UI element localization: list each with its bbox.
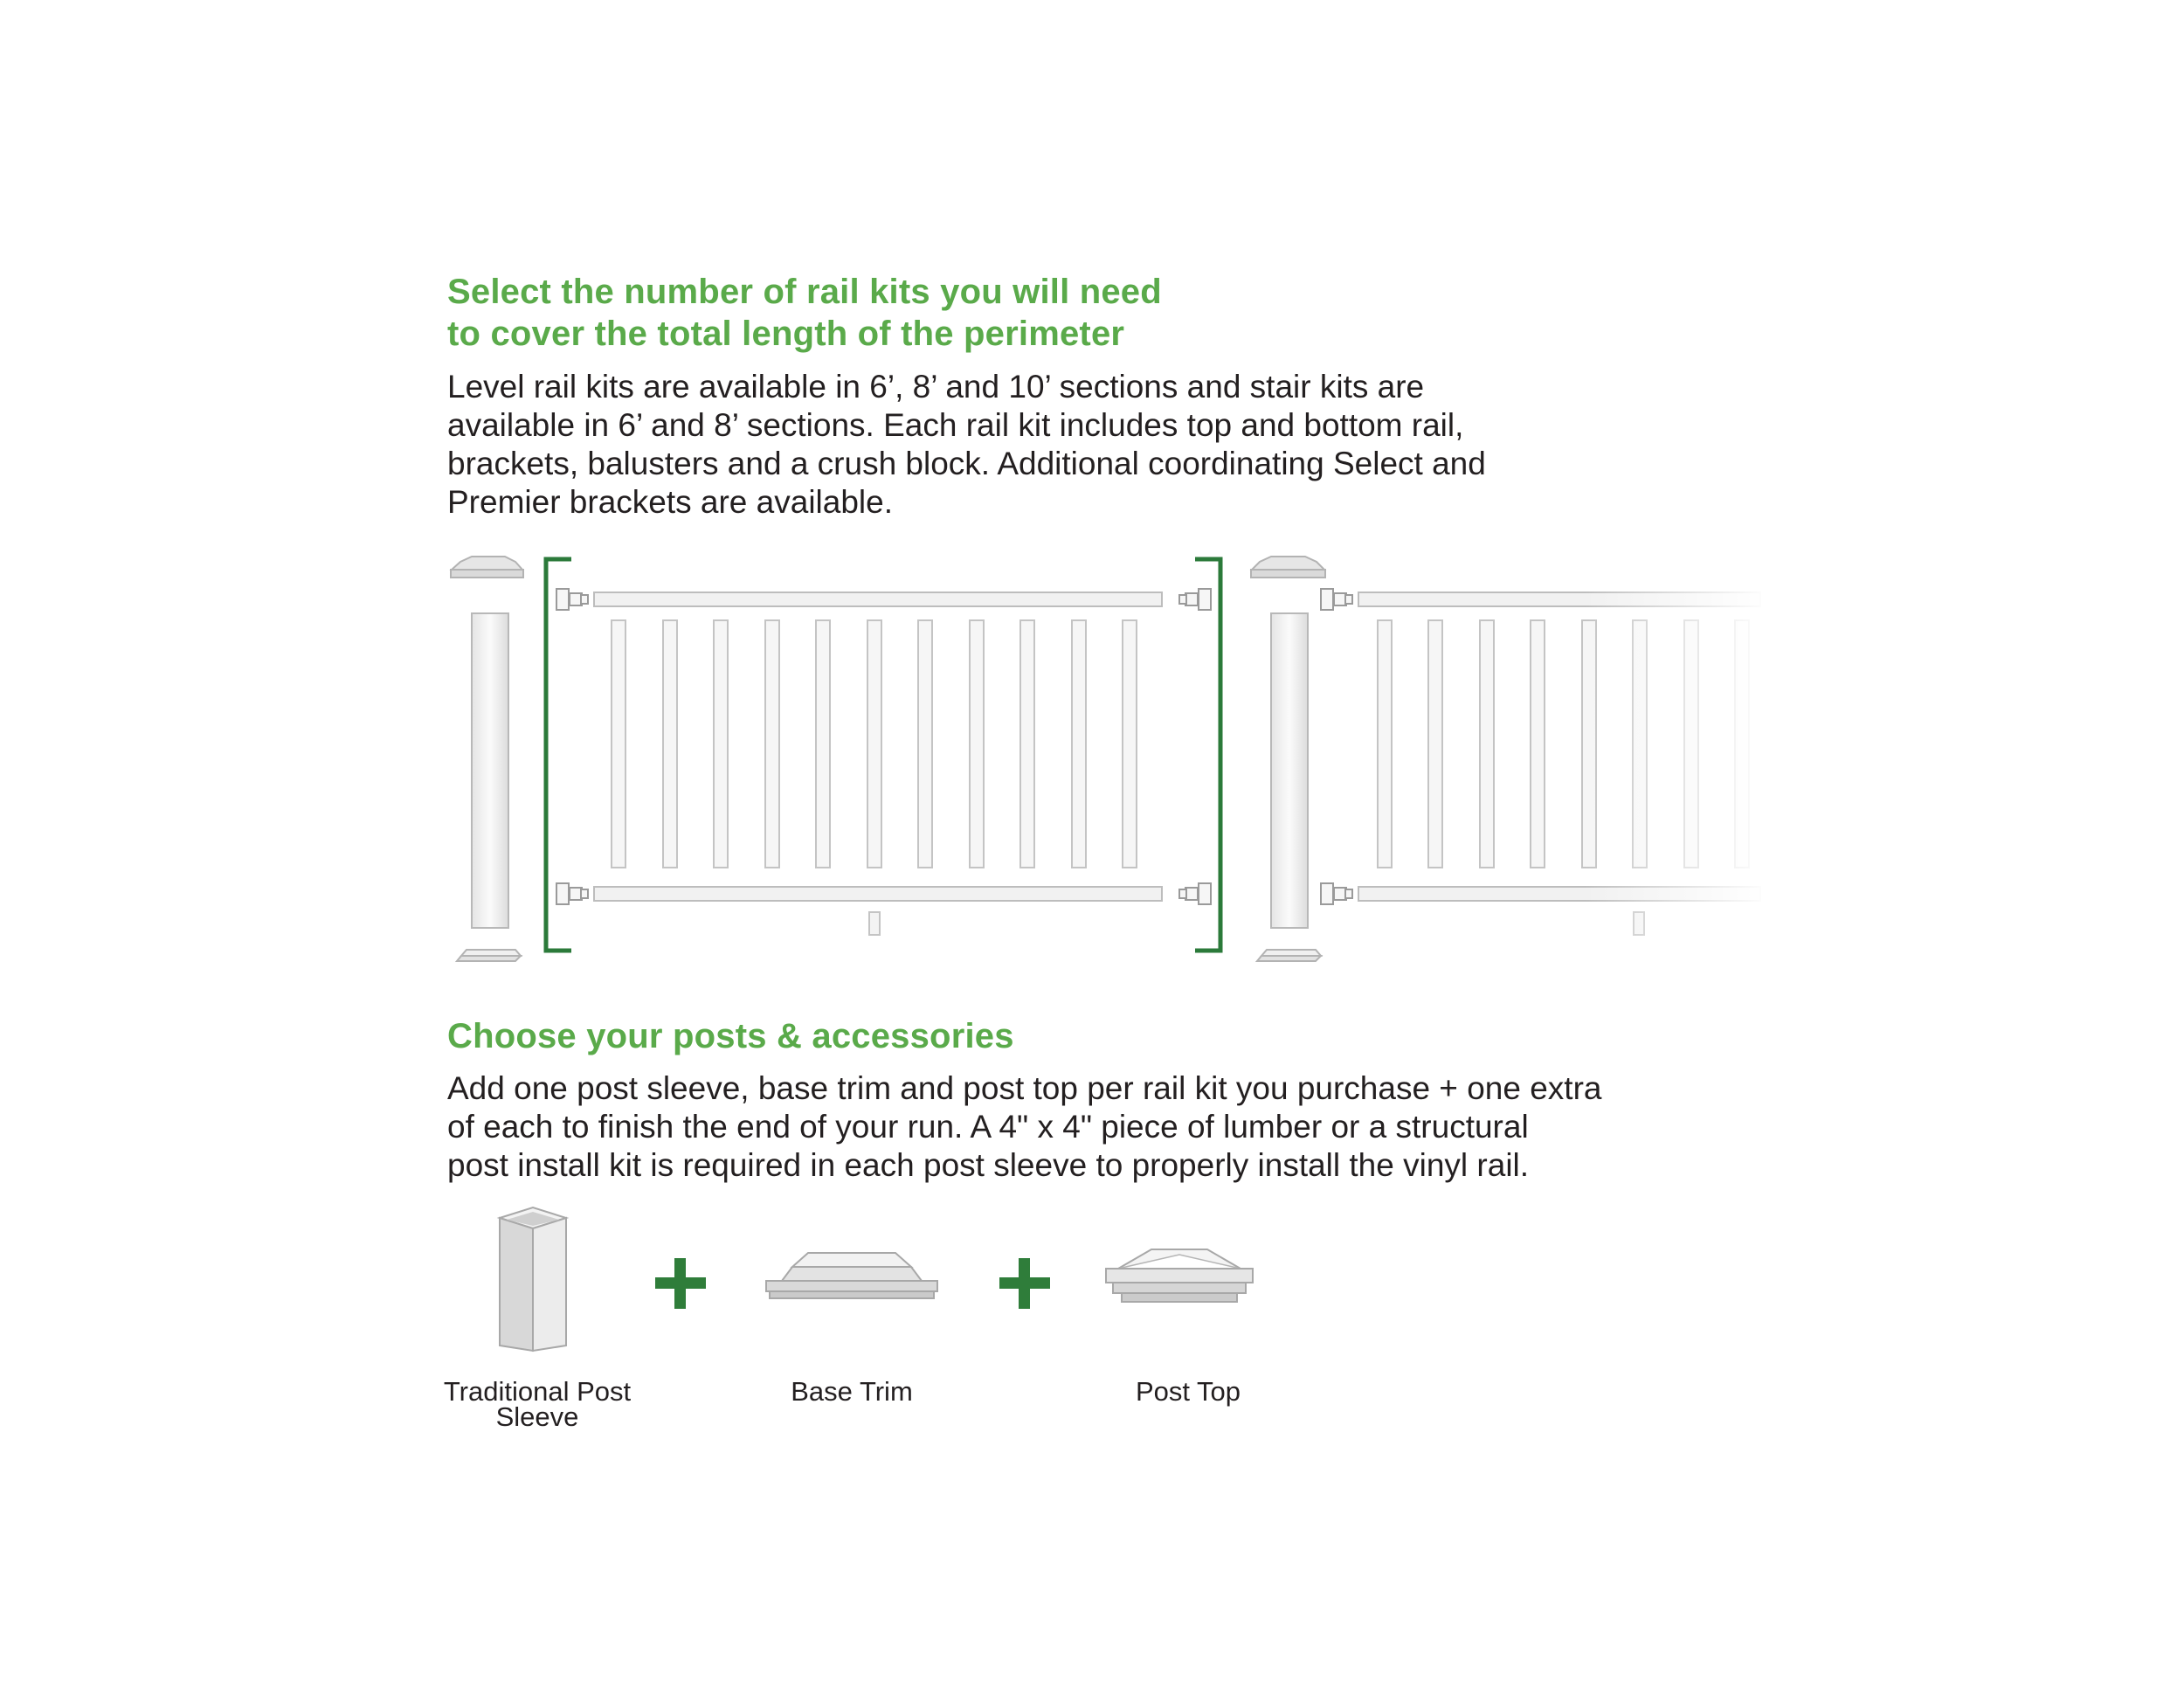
rail-kits-description-line: Premier brackets are available.	[447, 484, 893, 520]
label-line: Base Trim	[791, 1376, 913, 1407]
left-post-sleeve	[472, 613, 508, 928]
middle-post-top	[1251, 557, 1325, 578]
middle-post-sleeve	[1271, 613, 1308, 928]
base-trim-icon	[764, 1251, 939, 1304]
traditional-post-sleeve-label	[432, 1376, 642, 1432]
middle-base-trim	[1257, 950, 1321, 961]
post-sleeve-icon	[489, 1206, 577, 1354]
rail-kits-description-line: Level rail kits are available in 6’, 8’ and 10’ sections and stair kits are	[447, 369, 1425, 405]
fade-overlay	[1358, 577, 1769, 944]
base-trim-label	[747, 1376, 957, 1407]
post-top-label	[1083, 1376, 1293, 1407]
bottom-rail	[594, 887, 1162, 901]
rail-brackets	[556, 589, 1211, 904]
rail-kits-heading-line-2: to cover the total length of the perimeter	[447, 315, 1125, 353]
label-line: Sleeve	[495, 1401, 579, 1432]
plus-icon	[653, 1256, 708, 1311]
posts-description-line: post install kit is required in each post sleeve to properly install the vinyl rail.	[447, 1147, 1530, 1183]
top-rail	[594, 592, 1162, 606]
posts-description-line: of each to finish the end of your run. A 4" x 4" piece of lumber or a structural	[447, 1109, 1529, 1145]
label-line: Traditional Post	[443, 1376, 632, 1407]
rail-kits-description-line: available in 6’ and 8’ sections. Each rail kit includes top and bottom rail,	[447, 407, 1464, 443]
post-top-icon	[1101, 1244, 1258, 1314]
posts-description	[447, 1069, 1723, 1185]
rail-kits-heading-line-1: Select the number of rail kits you will need	[447, 273, 1162, 311]
posts-description-line: Add one post sleeve, base trim and post top per rail kit you purchase + one extra	[447, 1070, 1602, 1106]
rail-brackets	[1321, 589, 1352, 904]
crush-block	[869, 912, 880, 935]
rail-kit-2	[1321, 577, 1769, 944]
plus-icon	[998, 1256, 1052, 1311]
left-base-trim	[457, 950, 521, 961]
balusters	[612, 620, 1137, 868]
rail-kit-1	[556, 589, 1211, 935]
label-line: Post Top	[1135, 1376, 1241, 1407]
posts-heading: Choose your posts & accessories	[447, 1017, 1014, 1055]
rail-kits-description-line: brackets, balusters and a crush block. Additional coordinating Select and	[447, 446, 1486, 481]
left-post-top	[451, 557, 523, 578]
